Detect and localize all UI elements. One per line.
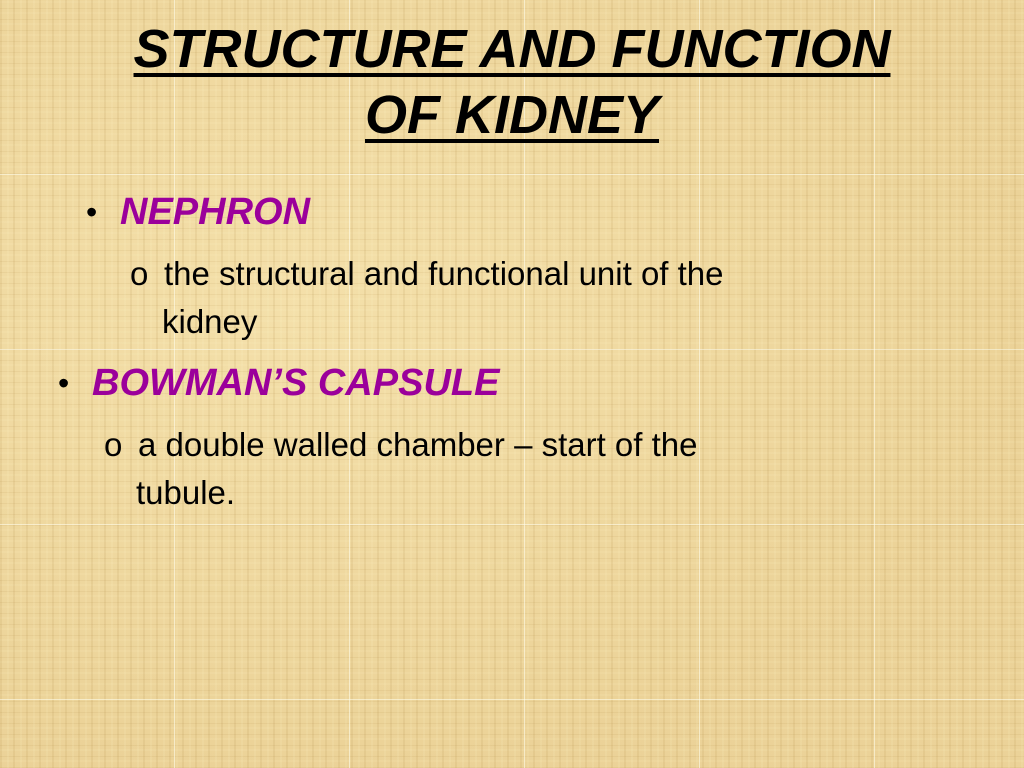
slide-title: [40, 16, 984, 148]
sub-bullet-icon: o: [104, 426, 123, 463]
bowmans-description-line-2: tubule.: [136, 474, 236, 511]
nephron-description-line-2: kidney: [162, 303, 258, 340]
bullet-icon: •: [86, 194, 98, 230]
slide-title-line-2: OF KIDNEY: [364, 85, 660, 145]
nephron-description-line-1: the structural and functional unit of the: [164, 255, 724, 292]
sub-bullet-icon: o: [130, 255, 149, 292]
slide-title-line-1: STRUCTURE AND FUNCTION: [133, 19, 891, 79]
bowmans-description-line-1: a double walled chamber – start of the: [138, 426, 698, 463]
bullet-icon: •: [58, 365, 70, 401]
heading-nephron: NEPHRON: [120, 191, 311, 233]
heading-bowmans-capsule: BOWMAN’S CAPSULE: [92, 362, 500, 404]
